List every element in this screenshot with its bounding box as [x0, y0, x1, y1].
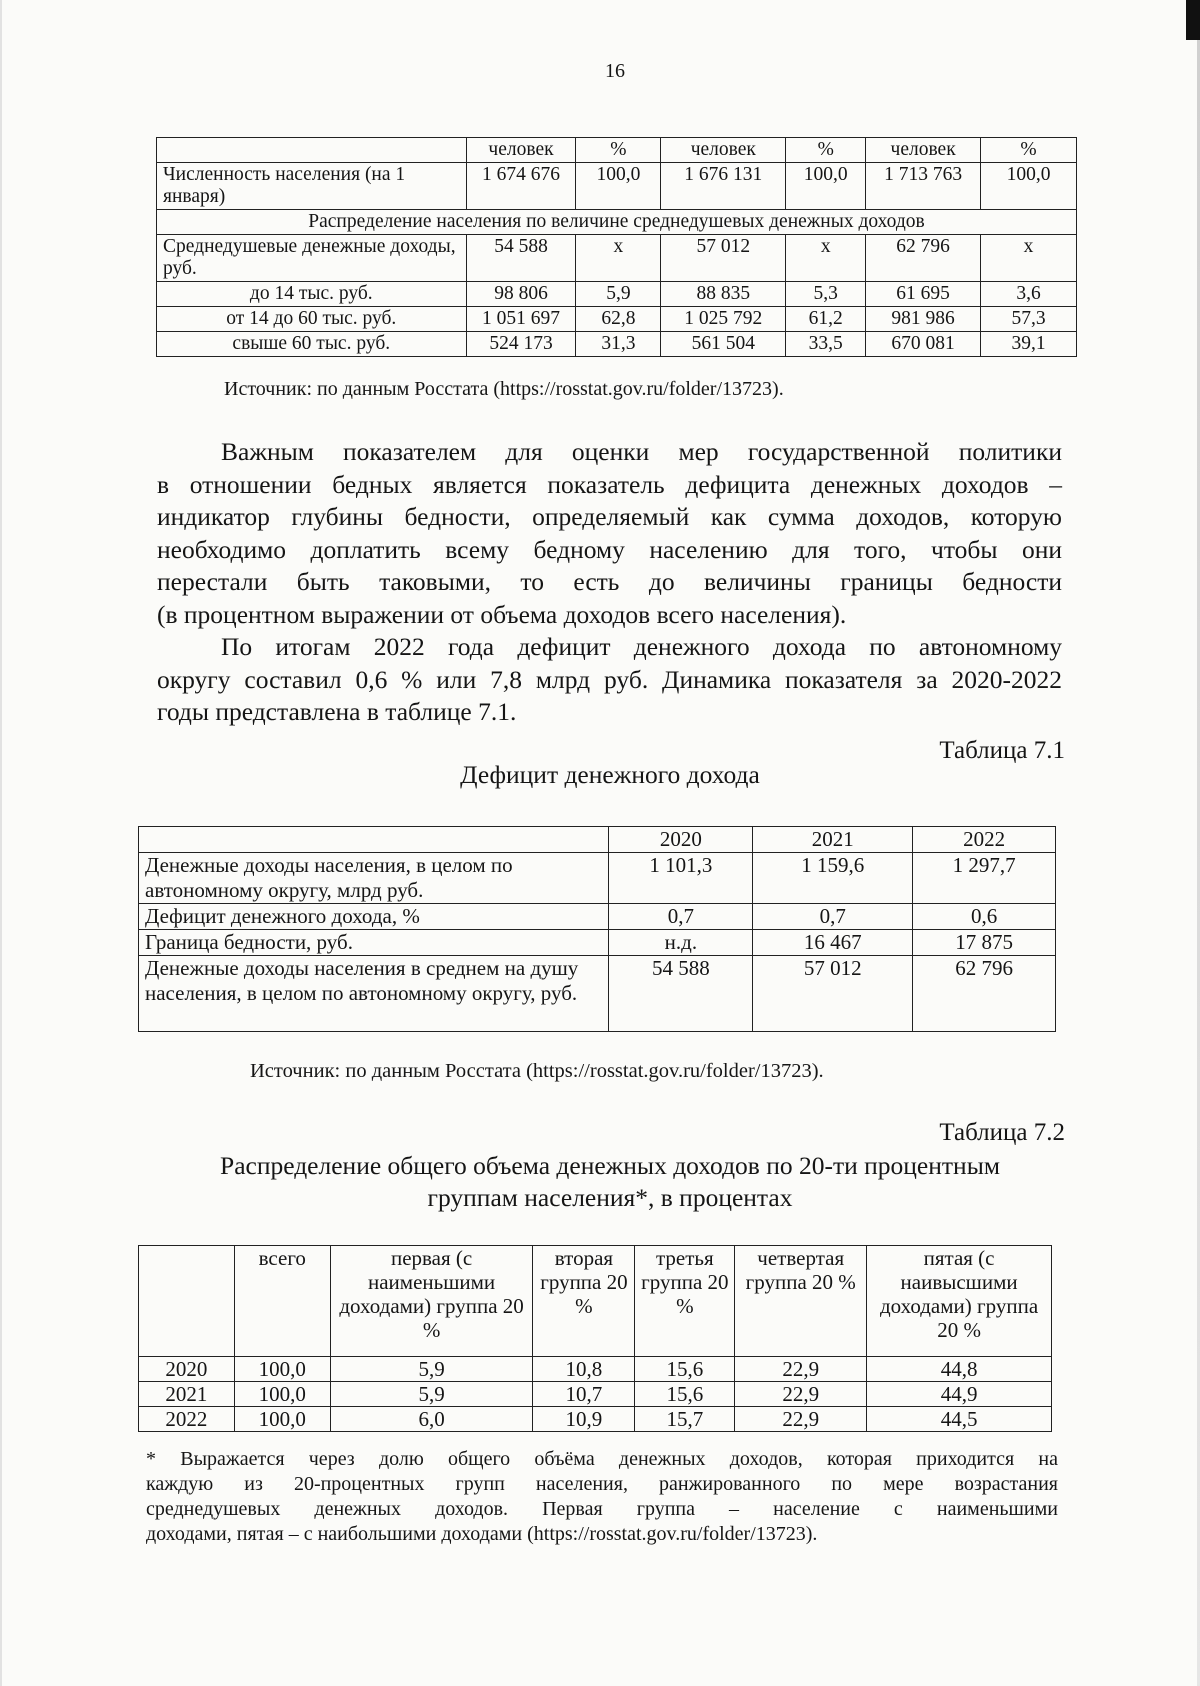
table-row: [157, 163, 1077, 210]
table-cell: 1 676 131: [661, 163, 786, 210]
footnote-line: каждую из 20-процентных групп населения, ранжированного по мере возрастания: [146, 1473, 1058, 1495]
section-title: Распределение населения по величине среднедушевых денежных доходов: [157, 210, 1077, 235]
title-line: группам населения*, в процентах: [427, 1183, 793, 1212]
table-row: [139, 930, 1056, 956]
body-paragraph-1: [157, 436, 1062, 631]
table-cell: [139, 827, 609, 853]
table-cell: 22,9: [735, 1407, 867, 1432]
row-label: Денежные доходы населения, в целом по автономному округу, млрд руб.: [139, 853, 609, 904]
table-cell: 10,8: [533, 1357, 635, 1382]
table-row: [139, 1382, 1052, 1407]
table-cell: 3,6: [981, 282, 1077, 307]
table-row: [157, 282, 1077, 307]
table-cell: [157, 138, 467, 163]
table-cell: 62 796: [913, 956, 1056, 1032]
table-cell: 15,6: [635, 1357, 735, 1382]
table-cell: 0,6: [913, 904, 1056, 930]
paragraph-line: индикатор глубины бедности, определяемый как сумма доходов, которую: [157, 502, 1062, 531]
page-number: 16: [605, 60, 625, 82]
table-section-row: [157, 210, 1077, 235]
table-cell: 100,0: [786, 163, 866, 210]
table-cell: 100,0: [576, 163, 661, 210]
body-paragraph-2: [157, 631, 1062, 729]
table-cell: 54 588: [466, 235, 576, 282]
column-header: первая (с наименьшими доходами) группа 20 %: [330, 1246, 533, 1357]
unit-cell: %: [786, 138, 866, 163]
table-row: [157, 332, 1077, 357]
row-label: свыше 60 тыс. руб.: [157, 332, 467, 357]
table-cell: 1 051 697: [466, 307, 576, 332]
table-cell: н.д.: [609, 930, 753, 956]
paragraph-line: перестали быть таковыми, то есть до величины границы бедности: [157, 567, 1062, 596]
row-label: от 14 до 60 тыс. руб.: [157, 307, 467, 332]
table-cell: 61,2: [786, 307, 866, 332]
title-line: Распределение общего объема денежных доходов по 20-ти процентным: [220, 1151, 1000, 1180]
scan-corner-mark: [1186, 0, 1200, 40]
year-cell: 2022: [139, 1407, 235, 1432]
footnote-line: среднедушевых денежных доходов. Первая группа – население с наименьшими: [146, 1498, 1058, 1520]
paragraph-line: необходимо доплатить всему бедному населению для того, чтобы они: [157, 534, 1062, 564]
table-header-row: [139, 1246, 1052, 1357]
table-cell: 44,5: [867, 1407, 1052, 1432]
table-row: [157, 235, 1077, 282]
table-cell: 62,8: [576, 307, 661, 332]
table-cell: 61 695: [866, 282, 981, 307]
year-cell: 2020: [139, 1357, 235, 1382]
table-cell: 44,9: [867, 1382, 1052, 1407]
table-cell: 98 806: [466, 282, 576, 307]
row-label: Численность населения (на 1 января): [157, 163, 467, 210]
population-table: [156, 137, 1077, 357]
table-cell: 57 012: [753, 956, 913, 1032]
table-cell: 100,0: [234, 1357, 330, 1382]
unit-cell: человек: [866, 138, 981, 163]
table-7-2-title: [150, 1150, 1070, 1214]
table-cell: 17 875: [913, 930, 1056, 956]
table-cell: 100,0: [234, 1407, 330, 1432]
table-cell: х: [786, 235, 866, 282]
footnote-line: * Выражается через долю общего объёма денежных доходов, которая приходится на: [146, 1448, 1058, 1470]
unit-cell: %: [576, 138, 661, 163]
paragraph-line: в отношении бедных является показатель дефицита денежных доходов –: [157, 469, 1062, 499]
table-cell: 44,8: [867, 1357, 1052, 1382]
table-source-note: Источник: по данным Росстата (https://rosstat.gov.ru/folder/13723).: [224, 378, 784, 400]
table-cell: 6,0: [330, 1407, 533, 1432]
paragraph-line: По итогам 2022 года дефицит денежного дохода по автономному: [221, 632, 1062, 661]
row-label: до 14 тыс. руб.: [157, 282, 467, 307]
table-cell: 31,3: [576, 332, 661, 357]
year-cell: 2021: [139, 1382, 235, 1407]
row-label: Денежные доходы населения в среднем на душу населения, в целом по автономному округу, руб.: [139, 956, 609, 1032]
table-header-row: [157, 138, 1077, 163]
table-cell: 524 173: [466, 332, 576, 357]
table-cell: 5,9: [330, 1357, 533, 1382]
table-cell: 0,7: [753, 904, 913, 930]
year-header: 2020: [609, 827, 753, 853]
table-cell: 1 674 676: [466, 163, 576, 210]
table-cell: 100,0: [981, 163, 1077, 210]
table-cell: 10,9: [533, 1407, 635, 1432]
column-header: всего: [234, 1246, 330, 1357]
table-cell: 5,3: [786, 282, 866, 307]
table-row: [157, 307, 1077, 332]
table-cell: 1 159,6: [753, 853, 913, 904]
year-header: 2022: [913, 827, 1056, 853]
row-label: Среднедушевые денежные доходы, руб.: [157, 235, 467, 282]
year-header: 2021: [753, 827, 913, 853]
table-cell: 100,0: [234, 1382, 330, 1407]
table-7-2: [138, 1245, 1052, 1432]
unit-cell: %: [981, 138, 1077, 163]
table-cell: 22,9: [735, 1382, 867, 1407]
column-header: пятая (с наивысшими доходами) группа 20 %: [867, 1246, 1052, 1357]
paragraph-line: годы представлена в таблице 7.1.: [157, 697, 517, 726]
table-cell: 22,9: [735, 1357, 867, 1382]
table-7-2-number: Таблица 7.2: [939, 1119, 1065, 1146]
table-cell: 54 588: [609, 956, 753, 1032]
unit-cell: человек: [661, 138, 786, 163]
table-cell: 670 081: [866, 332, 981, 357]
table-cell: 62 796: [866, 235, 981, 282]
table-cell: х: [981, 235, 1077, 282]
paragraph-line: округу составил 0,6 % или 7,8 млрд руб. Динамика показателя за 2020-2022: [157, 664, 1062, 694]
column-header: вторая группа 20 %: [533, 1246, 635, 1357]
table-cell: 15,6: [635, 1382, 735, 1407]
table-cell: 0,7: [609, 904, 753, 930]
column-header: четвертая группа 20 %: [735, 1246, 867, 1357]
table-row: [139, 956, 1056, 1032]
table-cell: 88 835: [661, 282, 786, 307]
table-source-note: Источник: по данным Росстата (https://rosstat.gov.ru/folder/13723).: [250, 1060, 824, 1082]
table-cell: 16 467: [753, 930, 913, 956]
paragraph-line: (в процентном выражении от объема доходов всего населения).: [157, 599, 847, 629]
table-7-1: [138, 826, 1056, 1032]
table-row: [139, 904, 1056, 930]
table-cell: 57,3: [981, 307, 1077, 332]
table-header-row: [139, 827, 1056, 853]
row-label: Граница бедности, руб.: [139, 930, 609, 956]
table-cell: 33,5: [786, 332, 866, 357]
table-cell: 1 025 792: [661, 307, 786, 332]
column-header: третья группа 20 %: [635, 1246, 735, 1357]
table-cell: 10,7: [533, 1382, 635, 1407]
scan-edge-left: [0, 0, 2, 1686]
table-cell: 5,9: [576, 282, 661, 307]
table-cell: 1 713 763: [866, 163, 981, 210]
table-7-1-title: Дефицит денежного дохода: [460, 760, 760, 789]
table-7-1-number: Таблица 7.1: [939, 737, 1065, 764]
table-cell: 5,9: [330, 1382, 533, 1407]
table-cell: х: [576, 235, 661, 282]
table-cell: 1 297,7: [913, 853, 1056, 904]
table-cell: 57 012: [661, 235, 786, 282]
unit-cell: человек: [466, 138, 576, 163]
row-label: Дефицит денежного дохода, %: [139, 904, 609, 930]
paragraph-line: Важным показателем для оценки мер государственной политики: [221, 437, 1062, 466]
table-cell: 15,7: [635, 1407, 735, 1432]
table-cell: 39,1: [981, 332, 1077, 357]
footnote-line: доходами, пятая – с наибольшими доходами (https://rosstat.gov.ru/folder/13723).: [146, 1523, 818, 1545]
table-cell: 561 504: [661, 332, 786, 357]
table-row: [139, 1357, 1052, 1382]
table-row: [139, 1407, 1052, 1432]
table-cell: [139, 1246, 235, 1357]
table-7-2-footnote: [146, 1447, 1058, 1547]
table-cell: 981 986: [866, 307, 981, 332]
table-cell: 1 101,3: [609, 853, 753, 904]
table-row: [139, 853, 1056, 904]
